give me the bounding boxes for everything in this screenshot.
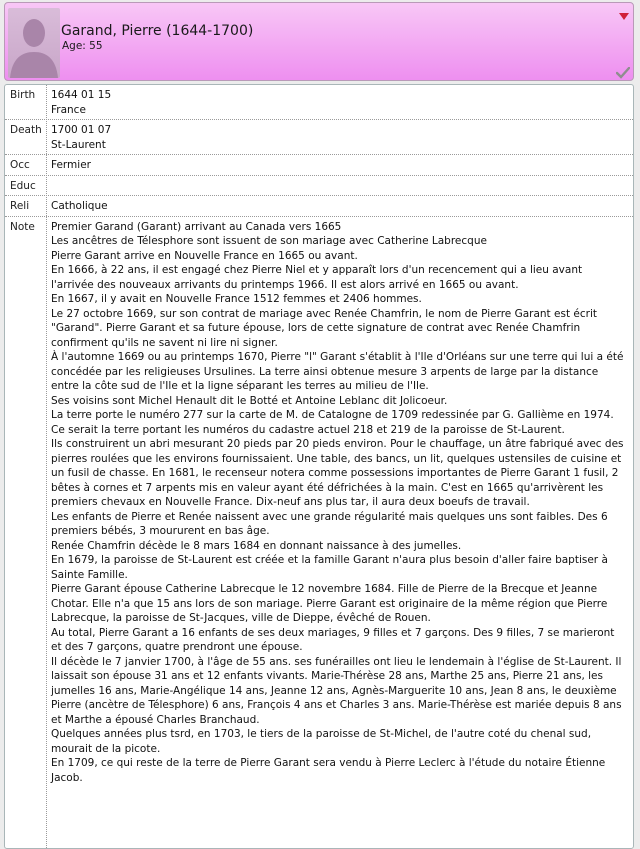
row-education bbox=[5, 176, 633, 197]
death-place: St-Laurent bbox=[51, 138, 106, 151]
person-details-panel bbox=[4, 84, 634, 849]
person-silhouette-icon bbox=[8, 8, 60, 78]
birth-date: 1644 01 15 bbox=[51, 89, 112, 101]
occupation-text: Fermier bbox=[51, 159, 91, 171]
education-value bbox=[47, 176, 633, 196]
note-line: Renée Chamfrin décède le 8 mars 1684 en donnant naissance à des jumelles. bbox=[51, 539, 462, 552]
death-value bbox=[47, 120, 633, 154]
row-birth bbox=[5, 85, 633, 120]
note-line: Pierre Garant arrive en Nouvelle France en 1665 ou avant. bbox=[51, 249, 358, 262]
death-label: Death bbox=[10, 124, 42, 136]
row-note bbox=[5, 217, 633, 788]
note-line: En 1709, ce qui reste de la terre de Pierre Garant sera vendu à Pierre Leclerc à l'étude du notaire Étienne Jacob. bbox=[51, 757, 609, 784]
education-text bbox=[51, 179, 627, 194]
note-line: Il décède le 7 janvier 1700, à l'âge de 55 ans. ses funérailles ont lieu le lendemain à l'église de St-Laurent. Il laissait son épouse 31 ans et 12 enfants vivants. Marie-Thérèse 28 ans, Marthe 25 ans, Pierre 21 ans, les jumelles 16 ans, Marie-Angélique 14 ans, Jeanne 12 ans, Agnès-Marguerite 10 ans, Jean 8 ans, le deuxième Pierre (ancètre de Télesphore) 6 ans, François 4 ans et Charles 3 ans. Marie-Thérèse est mariée depuis 8 ans et Marthe a épousé Charles Branchaud. bbox=[51, 655, 625, 726]
note-line: Ils construirent un abri mesurant 20 pieds par 20 pieds environ. Pour le chauffage, un âtre fabriqué avec des pierres roulées que les environs fournissaient. Une table, des bancs, un lit, quelques ustensiles de cuisine et un fusil de chasse. En 1681, le recenseur notera comme possessions importantes de Pierre Garant 1 fusil, 2 bêtes à cornes et 7 arpents mis en valeur ayant été défrichées à la main. C'est en 1665 qu'arrivèrent les premiers chevaux en Nouvelle France. Dix-neuf ans plus tar, il aura deux boeufs de travail. bbox=[51, 438, 627, 508]
row-death bbox=[5, 120, 633, 155]
birth-label: Birth bbox=[10, 89, 36, 101]
note-line: Ses voisins sont Michel Henault dit le Botté et Antoine Leblanc dit Jolicoeur. bbox=[51, 394, 448, 407]
note-line: Premier Garand (Garant) arrivant au Canada vers 1665 bbox=[51, 220, 342, 233]
birth-value bbox=[47, 85, 633, 119]
education-label: Educ bbox=[10, 179, 36, 192]
note-line: Pierre Garant épouse Catherine Labrecque le 12 novembre 1684. Fille de Pierre de la Brecque et Jeanne Chotar. Elle n'a que 15 ans lors de son mariage. Pierre Garant est originaire de la même région que Pierre Labrecque, la paroisse de St-Jacques, ville de Dieppe, évêché de Rouen. bbox=[51, 583, 611, 624]
row-occupation bbox=[5, 155, 633, 176]
birth-place: France bbox=[51, 103, 86, 116]
note-line: Quelques années plus tsrd, en 1703, le tiers de la paroisse de St-Michel, de l'autre coté du chenal sud, mourait de la picote. bbox=[51, 728, 595, 755]
note-label: Note bbox=[10, 220, 35, 233]
note-line: En 1679, la paroisse de St-Laurent est créée et la famille Garant n'aura plus besoin d'aller faire baptiser à Sainte Famille. bbox=[51, 554, 612, 581]
row-religion bbox=[5, 196, 633, 217]
person-header bbox=[4, 2, 634, 81]
note-line: La terre porte le numéro 277 sur la carte de M. de Catalogne de 1709 redessinée par G. Gallième en 1974. bbox=[51, 409, 614, 421]
occupation-value bbox=[47, 155, 633, 175]
religion-value bbox=[47, 196, 633, 216]
note-line: Au total, Pierre Garant a 16 enfants de ses deux mariages, 9 filles et 7 garçons. Des 9 filles, 7 se marieront et des 7 garçons, quatre prendront une épouse. bbox=[51, 626, 618, 653]
note-line: Le 27 octobre 1669, sur son contrat de mariage avec Renée Chamfrin, le nom de Pierre Garant est écrit "Garand". Pierre Garant et sa future épouse, lors de cette signature de contrat avec Renée Chamfrin confirment qu'ils ne savent ni lire ni signer. bbox=[51, 307, 601, 349]
note-line: Les ancêtres de Télesphore sont issuent de son mariage avec Catherine Labrecque bbox=[51, 235, 487, 247]
checkmark-icon[interactable] bbox=[616, 64, 630, 76]
death-date: 1700 01 07 bbox=[51, 124, 112, 136]
religion-text: Catholique bbox=[51, 200, 108, 212]
person-name: Garand, Pierre (1644-1700) bbox=[61, 23, 254, 39]
occupation-label: Occ bbox=[10, 159, 30, 171]
note-line: À l'automne 1669 ou au printemps 1670, Pierre "l" Garant s'établit à l'Ile d'Orléans sur une terre qui lui a été concédée par les religieuses Ursulines. La terre ainsi obtenue mesure 3 arpents de large par la distance entre la côte sud de l'Ile et la ligne séparant les terres au milieu de l'Ile. bbox=[51, 351, 627, 392]
note-line: En 1666, à 22 ans, il est engagé chez Pierre Niel et y apparaît lors d'un recencement qui a lieu avant l'arrivée des nouveaux arrivants du printemps 1966. Il est alors arrivé en 1665 ou avant. bbox=[51, 264, 586, 291]
religion-label: Reli bbox=[10, 200, 30, 212]
note-line: Ce serait la terre portant les numéros du cadastre actuel 218 et 219 de la paroisse de St-Laurent. bbox=[51, 423, 565, 436]
note-line: En 1667, il y avait en Nouvelle France 1512 femmes et 2406 hommes. bbox=[51, 293, 422, 305]
note-line: Les enfants de Pierre et Renée naissent avec une grande régularité mais quelques uns sont faibles. Des 6 premiers bébés, 3 moururent en bas âge. bbox=[51, 510, 611, 537]
person-age: Age: 55 bbox=[62, 40, 103, 52]
triangle-down-icon[interactable] bbox=[619, 6, 629, 14]
note-text bbox=[47, 217, 633, 788]
